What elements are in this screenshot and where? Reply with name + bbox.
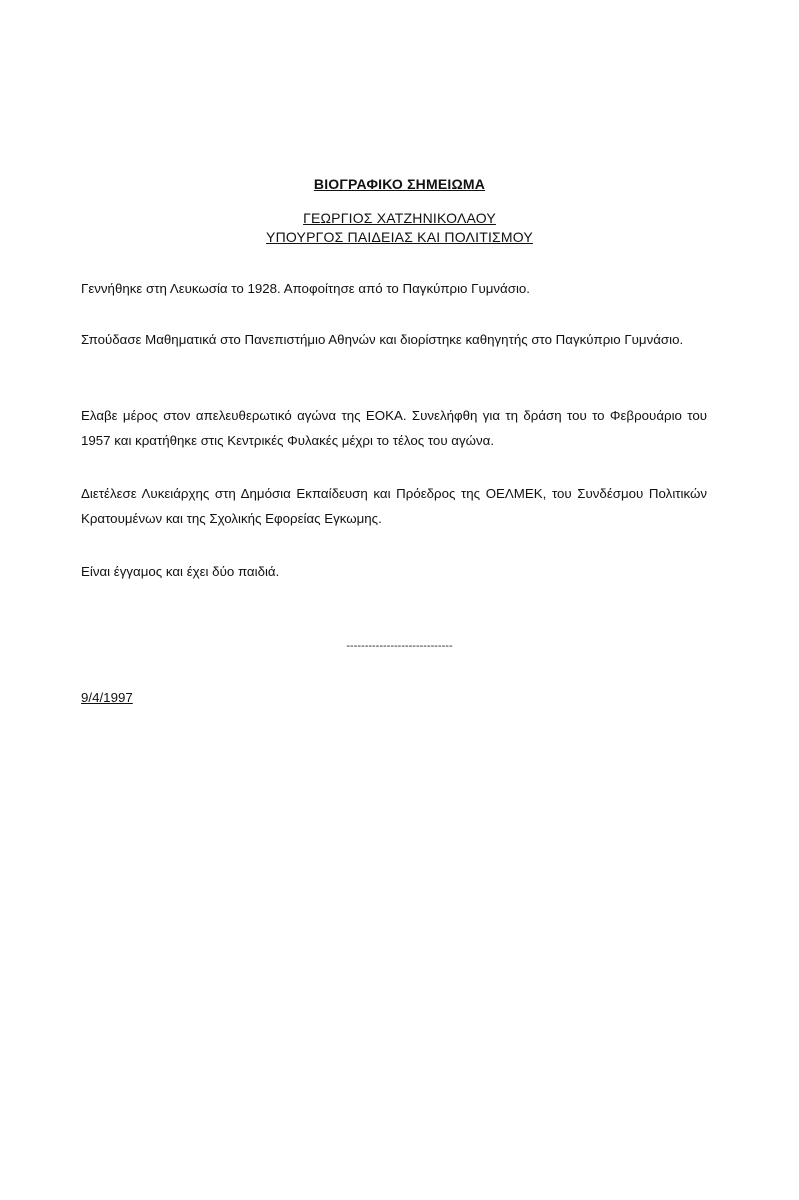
- paragraph-family: Είναι έγγαμος και έχει δύο παιδιά.: [81, 564, 280, 579]
- document-title: ΒΙΟΓΡΑΦΙΚΟ ΣΗΜΕΙΩΜΑ: [313, 176, 486, 192]
- paragraph-studies: Σπούδασε Μαθηματικά στο Πανεπιστήμιο Αθηνών και διορίστηκε καθηγητής στο Παγκύπριο Γυμνάσιο.: [81, 332, 684, 347]
- document-date: 9/4/1997: [81, 690, 133, 705]
- person-name: ΓΕΩΡΓΙΟΣ ΧΑΤΖΗΝΙΚΟΛΑΟΥ: [303, 210, 496, 226]
- paragraph-birth: Γεννήθηκε στη Λευκωσία το 1928. Αποφοίτησε από το Παγκύπριο Γυμνάσιο.: [81, 281, 530, 296]
- separator-line: -----------------------------: [346, 640, 453, 652]
- paragraph-eoka: Ελαβε μέρος στον απελευθερωτικό αγώνα της ΕΟΚΑ. Συνελήφθη για τη δράση του το Φεβρουάριο του 1957 και κρατήθηκε στις Κεντρικές Φυλακές μέχρι το τέλος του αγώνα.: [81, 408, 707, 448]
- person-position: ΥΠΟΥΡΓΟΣ ΠΑΙΔΕΙΑΣ ΚΑΙ ΠΟΛΙΤΙΣΜΟΥ: [266, 229, 533, 245]
- paragraph-career: Διετέλεσε Λυκειάρχης στη Δημόσια Εκπαίδευση και Πρόεδρος της ΟΕΛΜΕΚ, του Συνδέσμου Πολιτικών Κρατουμένων και της Σχολικής Εφορείας Εγκωμης.: [81, 486, 707, 526]
